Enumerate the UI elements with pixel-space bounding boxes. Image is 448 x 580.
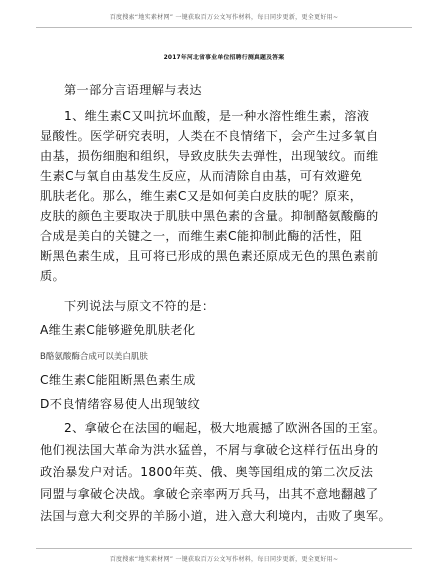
option-a: A维生素C能够避免肌肤老化 [40,323,196,337]
q2-line: 同盟与拿破仑决战。拿破仑亲率两万兵马，出其不意地翻越了 [40,487,379,501]
q1-line: 质。 [40,269,66,283]
q1-line: 1、维生素C又叫抗坏血酸，是一种水溶性维生素，溶液 [64,109,370,123]
q1-line: 皮肤的颜色主要取决于肌肤中黑色素的含量。抑制酪氨酸酶的 [40,209,379,223]
q1-line: 断黑色素生成，且可将已形成的黑色素还原成无色的黑色素前 [40,249,379,263]
q1-line: 由基，损伤细胞和组织，导致皮肤失去弹性，出现皱纹。而维 [40,149,379,163]
section-heading: 第一部分言语理解与表达 [64,83,202,97]
document-title: 2017年河北省事业单位招聘行测真题及答案 [163,55,285,61]
q1-line: 显酸性。医学研究表明，人类在不良情绪下，会产生过多氧自 [40,129,379,143]
option-c: C维生素C能阻断黑色素生成 [40,373,196,387]
header-divider [36,27,412,28]
q2-line: 法国与意大利交界的羊肠小道，进入意大利境内，击败了奥军。 [40,509,392,523]
q2-line: 他们视法国大革命为洪水猛兽，不屑与拿破仑这样行伍出身的 [40,443,379,457]
footer-divider [36,548,412,549]
option-d: D不良情绪容易使人出现皱纹 [40,397,201,411]
q1-line: 生素C与氧自由基发生反应，从而清除自由基，可有效避免 [40,169,363,183]
page-footer: 百度搜索“地实素材网” 一键获取百万公文写作材料，每日同步更新，更全更好用~ [109,556,339,563]
q1-line: 合成是美白的关键之一，而维生素C能抑制此酶的活性，阻 [40,229,363,243]
q2-line: 2、拿破仑在法国的崛起，极大地震撼了欧洲各国的王室。 [64,421,386,435]
question-stem: 下列说法与原文不符的是： [64,299,215,313]
q2-line: 政治暴发户对话。1800年英、俄、奥等国组成的第二次反法 [40,465,374,479]
q1-line: 肌肤老化。那么，维生素C又是如何美白皮肤的呢？原来， [40,189,363,203]
page-header: 百度搜索“地实素材网” 一键获取百万公文写作材料，每日同步更新，更全更好用~ [109,14,339,21]
option-b: B酪氨酸酶合成可以美白肌肤 [40,352,148,362]
